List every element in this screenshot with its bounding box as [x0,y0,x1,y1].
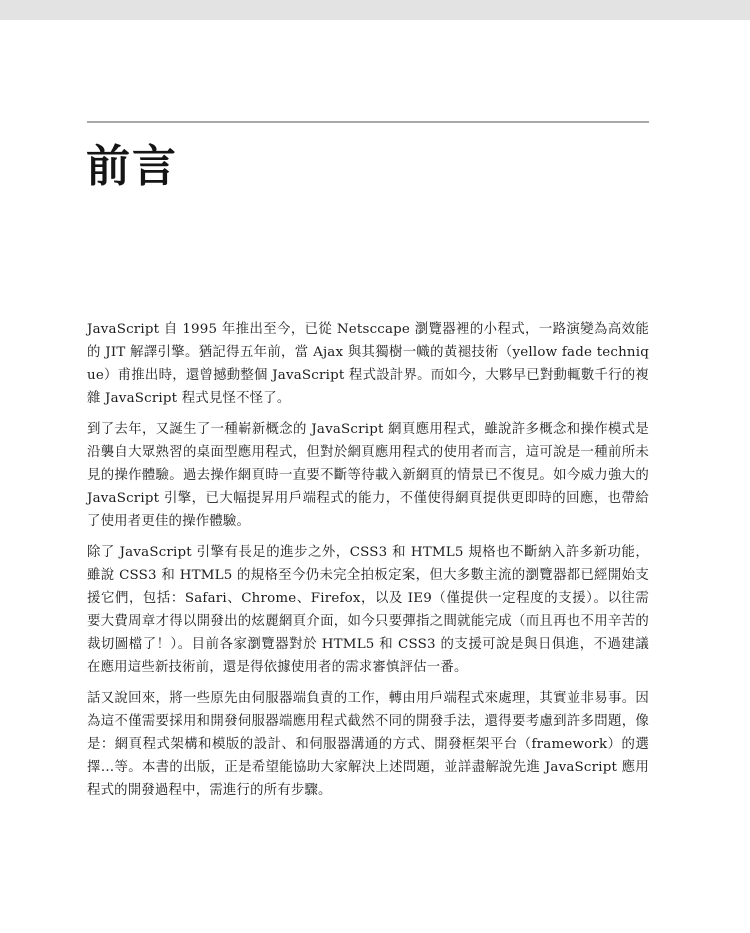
top-margin-band [0,0,750,20]
paragraph-2: 到了去年，又誕生了一種嶄新概念的 JavaScript 網頁應用程式，雖說許多概念和操作模式是沿襲自大眾熟習的桌面型應用程式，但對於網頁應用程式的使用者而言，這可說是一種前所未見的操作體驗。過去操作網頁時一直要不斷等待載入新網頁的情景已不復見。如今威力強大的 JavaScript 引擎，已大幅提昇用戶端程式的能力，不僅使得網頁提供更即時的回應，也帶給了使用者更佳的操作體驗。 [87,422,649,529]
paragraph-1: JavaScript 自 1995 年推出至今，已從 Netsccape 瀏覽器裡的小程式，一路演變為高效能的 JIT 解譯引擎。猶記得五年前，當 Ajax 與其獨樹一幟的黃褪技術（yellow fade technique）甫推出時，還曾撼動整個 JavaScript 程式設計界。而如今，大夥早已對動輒數千行的複雜 JavaScript 程式見怪不怪了。 [87,322,649,406]
paragraph-4: 話又說回來，將一些原先由伺服器端負責的工作，轉由用戶端程式來處理，其實並非易事。因為這不僅需要採用和開發伺服器端應用程式截然不同的開發手法，還得要考慮到許多問題，像是：網頁程式架構和模版的設計、和伺服器溝通的方式、開發框架平台（framework）的選擇…等。本書的出版，正是希望能協助大家解決上述問題，並詳盡解說先進 JavaScript 應用程式的開發過程中，需進行的所有步驟。 [87,691,649,798]
title-rule [87,121,649,123]
paragraph-3: 除了 JavaScript 引擎有長足的進步之外，CSS3 和 HTML5 規格也不斷納入許多新功能，雖說 CSS3 和 HTML5 的規格至今仍未完全拍板定案，但大多數主流的瀏覽器都已經開始支援它們，包括：Safari、Chrome、Firefox，以及 IE9（僅提供一定程度的支援）。以往需要大費周章才得以開發出的炫麗網頁介面，如今只要彈指之間就能完成（而且再也不用辛苦的裁切圖檔了！）。目前各家瀏覽器對於 HTML5 和 CSS3 的支援可說是與日俱進，不過建議在應用這些新技術前，還是得依據使用者的需求審慎評估一番。 [87,545,649,675]
page-title: 前言 [86,141,178,192]
body-text [87,318,649,810]
